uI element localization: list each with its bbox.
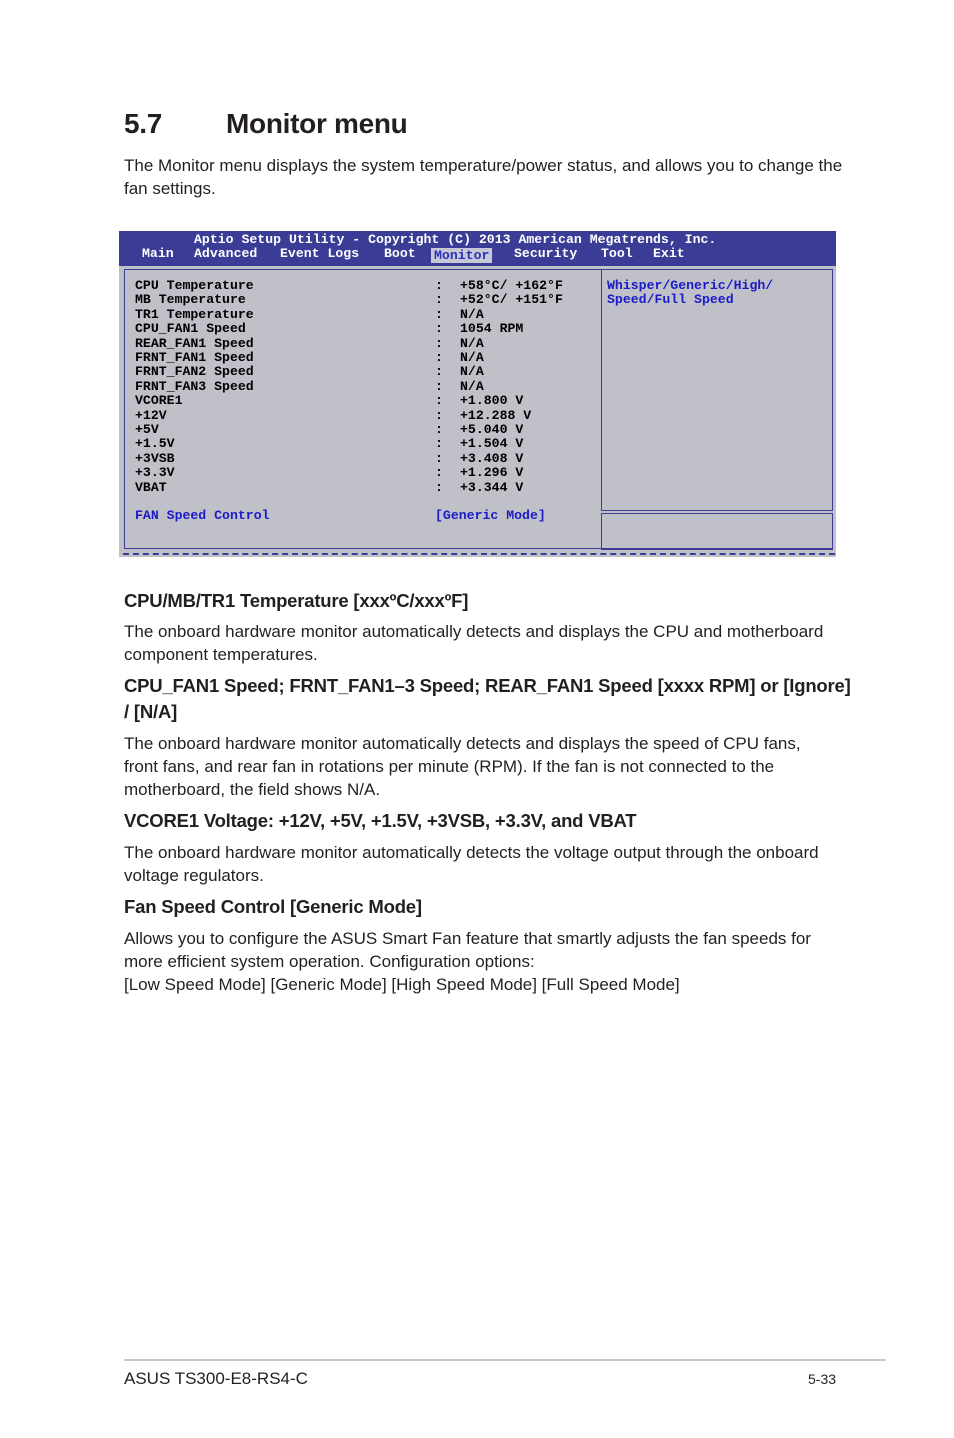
tab-monitor[interactable]: Monitor — [431, 248, 492, 263]
fan-speed-control-value[interactable]: [Generic Mode] — [435, 508, 546, 524]
section-body: Allows you to configure the ASUS Smart Fan feature that smartly adjusts the fan speeds for more efficient system operation. Configuration options: — [124, 929, 811, 971]
row-colon: : — [435, 407, 443, 423]
row-colon: : — [435, 465, 443, 481]
row-colon: : — [435, 335, 443, 351]
row-label: FRNT_FAN1 Speed — [135, 350, 254, 365]
row-label: FRNT_FAN3 Speed — [135, 378, 254, 394]
row-colon: : — [435, 350, 443, 365]
row-colon: : — [435, 278, 443, 293]
help-line: Whisper/Generic/High/ — [607, 278, 774, 293]
row-value: N/A — [460, 350, 484, 365]
section-title — [124, 108, 408, 140]
row-colon: : — [435, 422, 443, 437]
row-label: +3.3V — [135, 465, 175, 481]
row-label: VBAT — [135, 479, 167, 495]
row-value: +1.504 V — [460, 436, 524, 452]
row-label: MB Temperature — [135, 292, 246, 308]
intro-paragraph: The Monitor menu displays the system temperature/power status, and allows you to change the fan settings. — [124, 156, 843, 198]
row-colon: : — [435, 436, 443, 452]
bios-screen — [119, 231, 836, 557]
tab-tool[interactable]: Tool — [601, 246, 633, 261]
row-colon: : — [435, 306, 443, 322]
tab-event-logs[interactable]: Event Logs — [280, 246, 360, 261]
row-colon: : — [435, 364, 443, 380]
row-colon: : — [435, 378, 443, 394]
row-colon: : — [435, 393, 443, 409]
section-heading: Fan Speed Control [Generic Mode] — [124, 896, 422, 917]
row-value: +52°C/ +151°F — [460, 292, 563, 308]
row-value: N/A — [460, 335, 484, 351]
dashed-divider — [123, 553, 835, 555]
help-line: Speed/Full Speed — [607, 292, 734, 308]
section-heading: CPU_FAN1 Speed; FRNT_FAN1–3 Speed; REAR_FAN1 Speed [xxxx RPM] or [Ignore] / [N/A] — [124, 675, 851, 722]
row-value: +12.288 V — [460, 407, 532, 423]
tab-exit[interactable]: Exit — [653, 246, 685, 261]
help-panel-bottom — [601, 513, 833, 550]
row-label: +12V — [135, 407, 167, 423]
row-value: N/A — [460, 378, 484, 394]
row-value: +5.040 V — [460, 422, 524, 437]
section-title-text: Monitor menu — [226, 108, 408, 139]
row-value: +1.800 V — [460, 393, 524, 409]
row-value: +58°C/ +162°F — [460, 278, 563, 293]
row-label: CPU_FAN1 Speed — [135, 321, 246, 337]
row-colon: : — [435, 479, 443, 495]
tab-main[interactable]: Main — [142, 246, 174, 261]
row-label: +5V — [135, 422, 159, 437]
fan-speed-control-label[interactable]: FAN Speed Control — [135, 508, 270, 524]
row-label: REAR_FAN1 Speed — [135, 335, 254, 351]
row-value: N/A — [460, 364, 484, 380]
panel-divider — [124, 548, 833, 549]
row-value: 1054 RPM — [460, 321, 524, 337]
row-colon: : — [435, 292, 443, 308]
row-value: N/A — [460, 306, 484, 322]
tab-security[interactable]: Security — [514, 246, 578, 261]
row-value: +1.296 V — [460, 465, 524, 481]
row-colon: : — [435, 450, 443, 466]
row-label: TR1 Temperature — [135, 306, 254, 322]
section-body: The onboard hardware monitor automatically detects the voltage output through the onboard voltage regulators. — [124, 843, 819, 885]
row-label: VCORE1 — [135, 393, 183, 409]
footer-page-number: 5-33 — [808, 1371, 837, 1387]
row-label: FRNT_FAN2 Speed — [135, 364, 254, 380]
footer-rule — [124, 1359, 886, 1361]
section-body: The onboard hardware monitor automatically detects and displays the CPU and motherboard component temperatures. — [124, 622, 824, 664]
footer-product: ASUS TS300-E8-RS4-C — [124, 1369, 308, 1388]
section-heading: VCORE1 Voltage: +12V, +5V, +1.5V, +3VSB, +3.3V, and VBAT — [124, 810, 637, 831]
row-value: +3.408 V — [460, 450, 524, 466]
section-heading: CPU/MB/TR1 Temperature [xxxºC/xxxºF] — [124, 590, 469, 611]
tab-advanced[interactable]: Advanced — [194, 246, 258, 261]
row-label: CPU Temperature — [135, 278, 254, 293]
row-label: +3VSB — [135, 450, 175, 466]
section-body: The onboard hardware monitor automatically detects and displays the speed of CPU fans, front fans, and rear fan in rotations per minute (RPM). If the fan is not connected to the motherboard, the field shows N/A. — [124, 734, 801, 799]
row-colon: : — [435, 321, 443, 337]
bios-title: Aptio Setup Utility - Copyright (C) 2013 American Megatrends, Inc. — [194, 232, 717, 247]
config-options: [Low Speed Mode] [Generic Mode] [High Speed Mode] [Full Speed Mode] — [124, 975, 680, 994]
section-number: 5.7 — [124, 108, 163, 139]
row-value: +3.344 V — [460, 479, 524, 495]
row-label: +1.5V — [135, 436, 175, 452]
tab-boot[interactable]: Boot — [384, 246, 416, 261]
